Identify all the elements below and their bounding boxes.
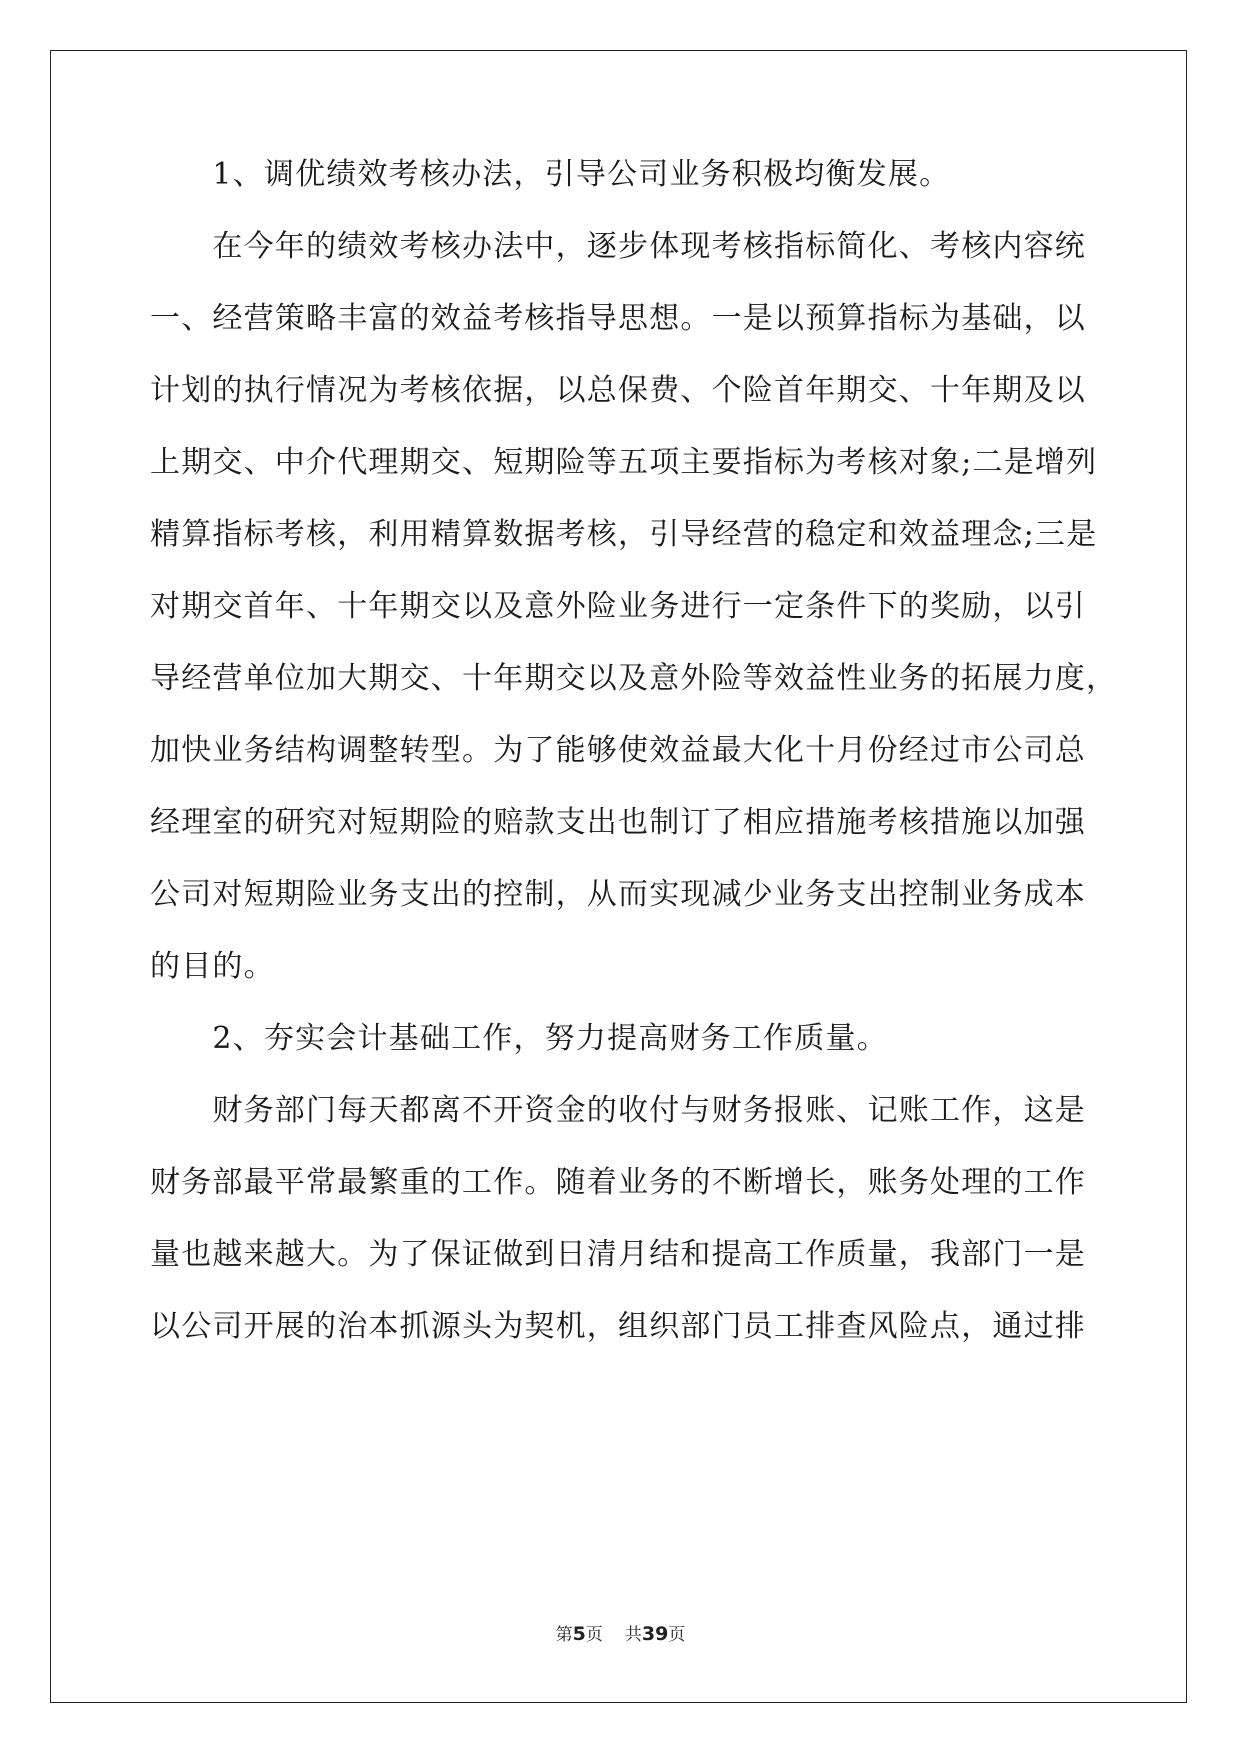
text-line: 加快业务结构调整转型。为了能够使效益最大化十月份经过市公司总 (150, 733, 1086, 768)
text-line: 财务部最平常最繁重的工作。随着业务的不断增长，账务处理的工作 (150, 1165, 1086, 1200)
text-line: 上期交、中介代理期交、短期险等五项主要指标为考核对象;二是增列 (150, 445, 1098, 480)
text-line: 对期交首年、十年期交以及意外险业务进行一定条件下的奖励，以引 (150, 589, 1086, 624)
text-line: 计划的执行情况为考核依据，以总保费、个险首年期交、十年期及以 (150, 373, 1086, 408)
total-label-suffix: 页 (668, 1625, 686, 1645)
page-number: 5 (572, 1623, 586, 1645)
text-line: 精算指标考核，利用精算数据考核，引导经营的稳定和效益理念;三是 (150, 517, 1098, 552)
text-line: 导经营单位加大期交、十年期交以及意外险等效益性业务的拓展力度， (150, 661, 1118, 696)
text-line: 经理室的研究对短期险的赔款支出也制订了相应措施考核措施以加强 (150, 805, 1086, 840)
text-line: 1、调优绩效考核办法，引导公司业务积极均衡发展。 (150, 157, 951, 192)
text-line: 在今年的绩效考核办法中，逐步体现考核指标简化、考核内容统 (150, 229, 1086, 264)
page-footer (0, 1620, 1241, 1645)
text-line: 量也越来越大。为了保证做到日清月结和提高工作质量，我部门一是 (150, 1237, 1086, 1272)
page-label-prefix: 第 (555, 1625, 573, 1645)
text-line: 财务部门每天都离不开资金的收付与财务报账、记账工作，这是 (150, 1093, 1086, 1128)
total-label-prefix: 共 (624, 1625, 642, 1645)
page-label-suffix: 页 (585, 1625, 603, 1645)
text-line: 一、经营策略丰富的效益考核指导思想。一是以预算指标为基础，以 (150, 301, 1086, 336)
text-line: 以公司开展的治本抓源头为契机，组织部门员工排查风险点，通过排 (150, 1309, 1086, 1344)
text-line: 公司对短期险业务支出的控制，从而实现减少业务支出控制业务成本 (150, 877, 1086, 912)
text-line: 2、夯实会计基础工作，努力提高财务工作质量。 (150, 1021, 888, 1056)
text-line: 的目的。 (150, 949, 275, 984)
total-pages: 39 (641, 1623, 669, 1645)
